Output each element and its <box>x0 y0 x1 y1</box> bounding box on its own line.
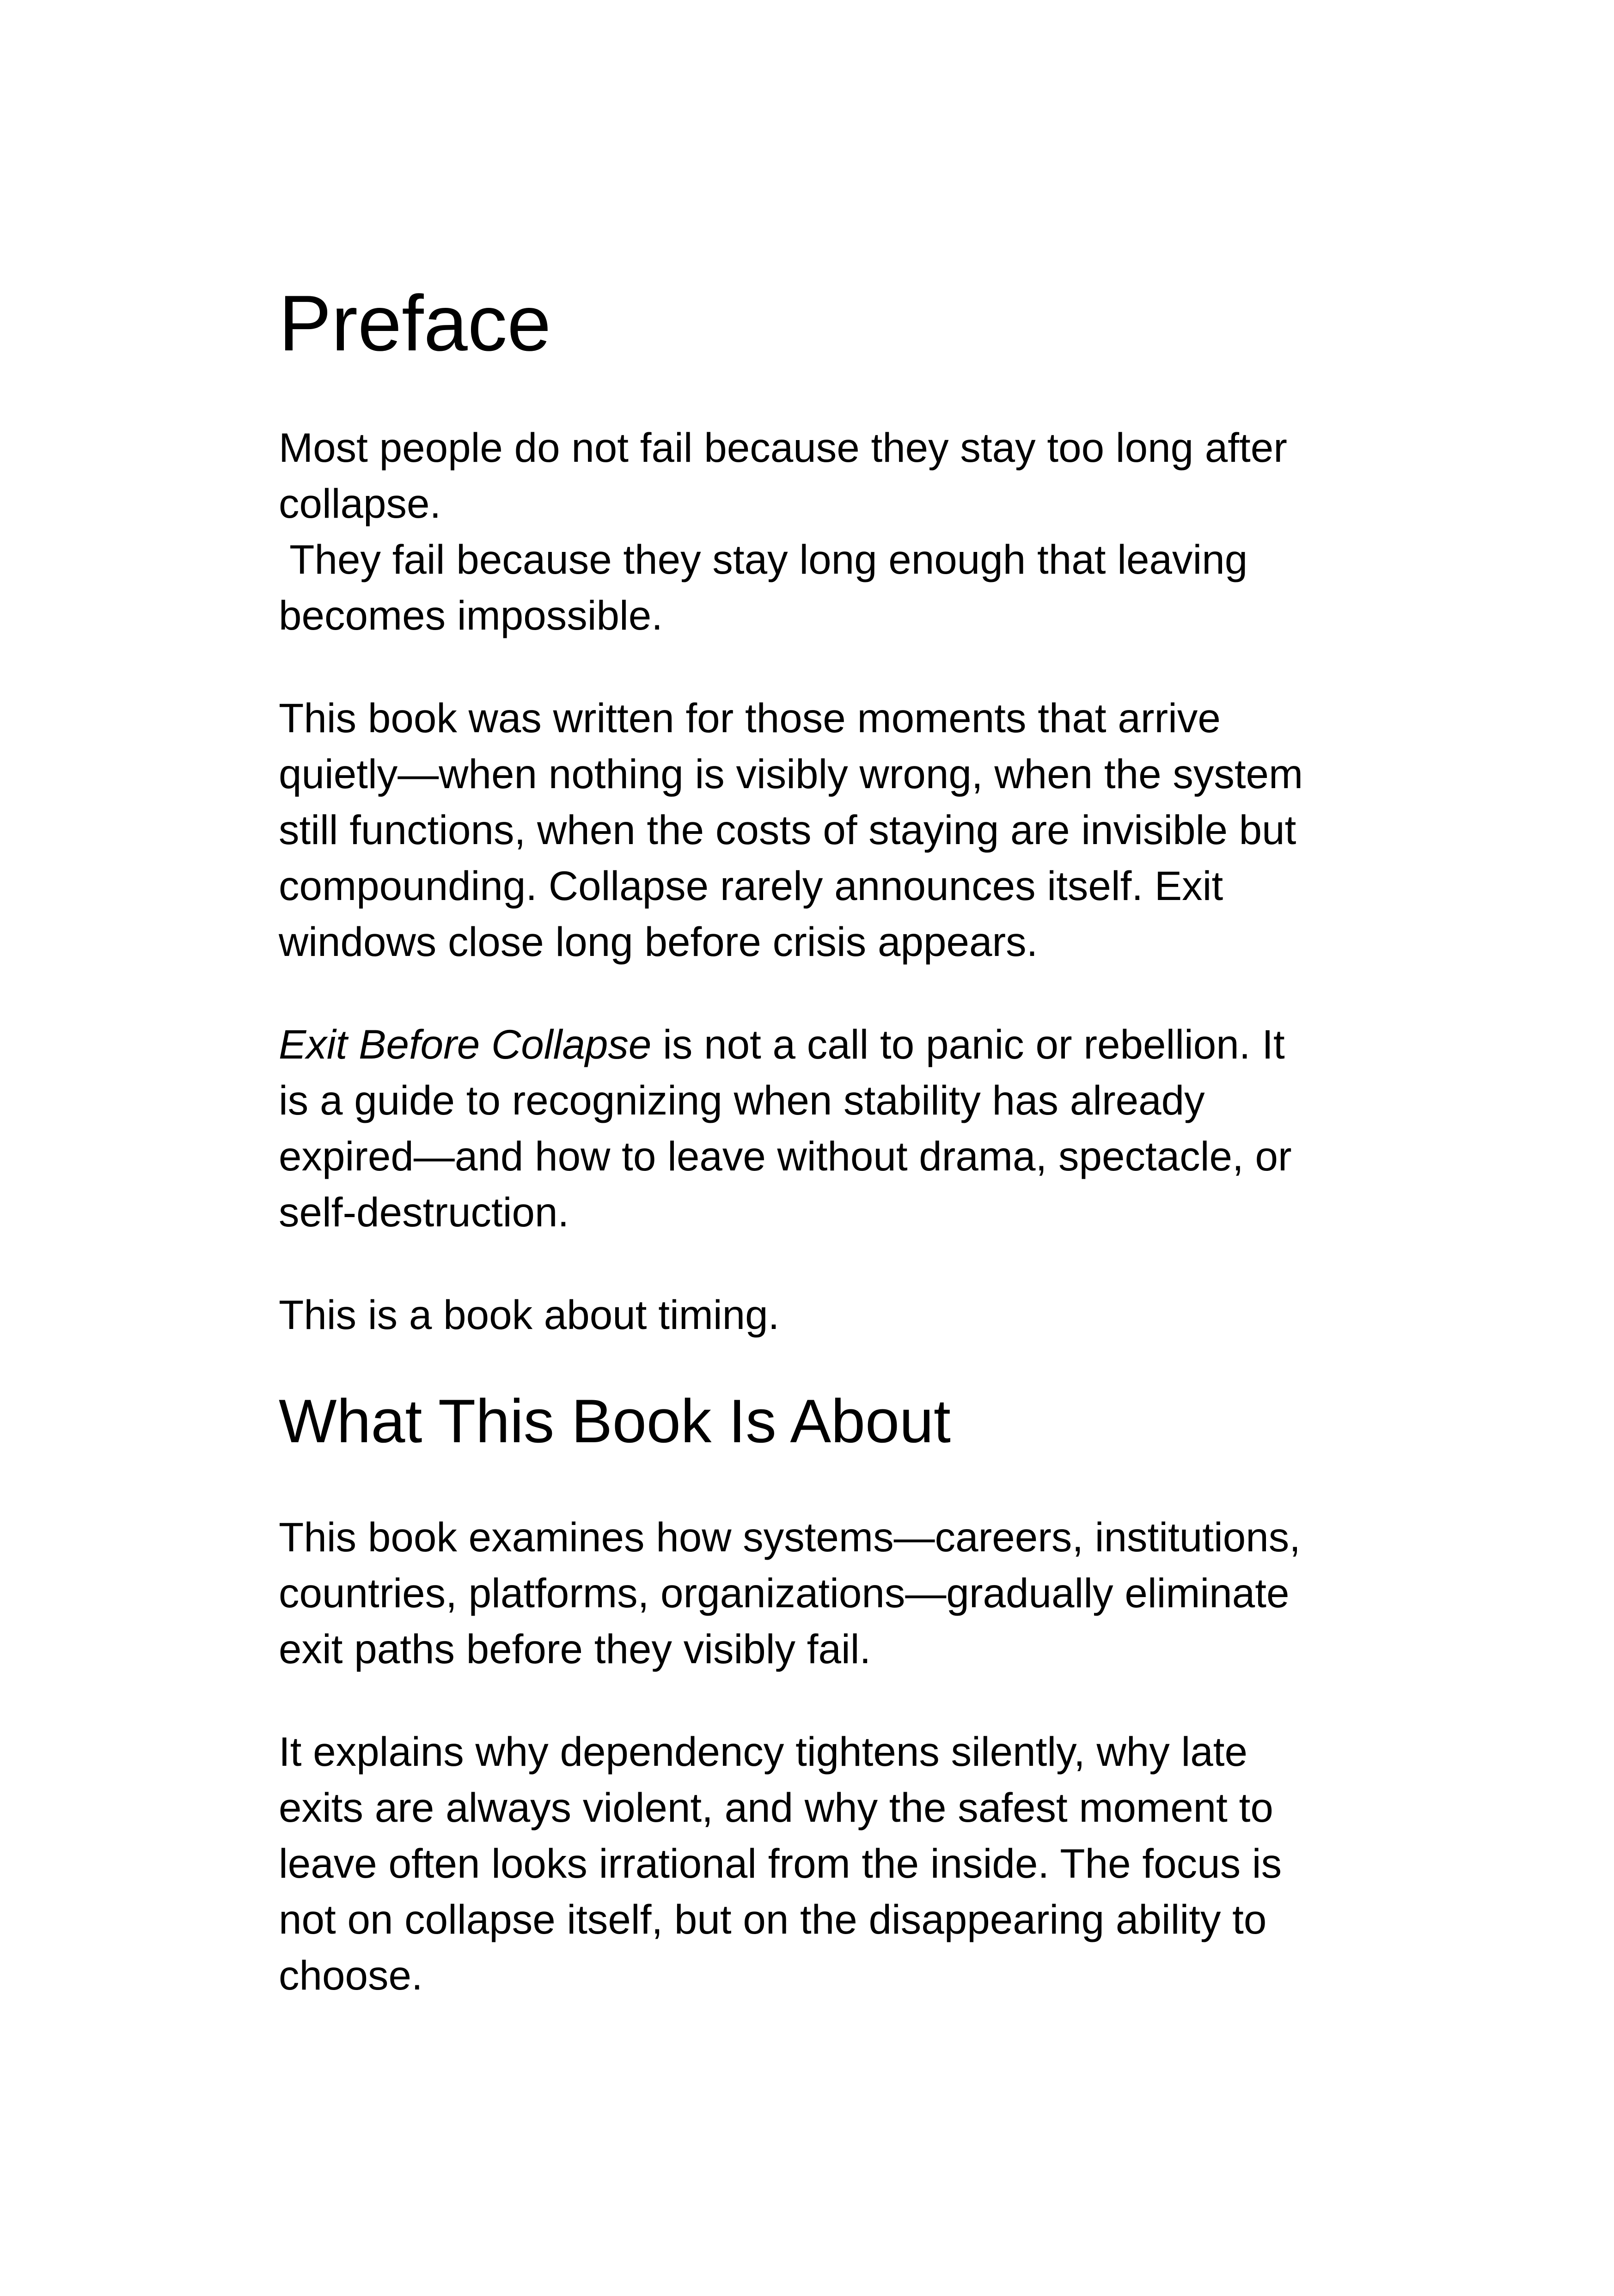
text-line: They fail because they stay long enough that leaving <box>279 536 1248 582</box>
text-line: is a guide to recognizing when stability has already <box>279 1077 1205 1123</box>
text-line: This book was written for those moments that arrive <box>279 695 1221 741</box>
text-line: expired—and how to leave without drama, spectacle, or <box>279 1133 1292 1179</box>
preface-paragraph-2 <box>279 690 1342 970</box>
text-line: exit paths before they visibly fail. <box>279 1626 871 1672</box>
text-line: still functions, when the costs of staying are invisible but <box>279 807 1296 853</box>
preface-title: Preface <box>279 279 551 367</box>
text-line: exits are always violent, and why the safest moment to <box>279 1784 1273 1831</box>
text-line <box>279 1016 1342 1072</box>
text-line: This is a book about timing. <box>279 1292 780 1338</box>
page-content <box>279 273 1342 2003</box>
text-line: It explains why dependency tightens silently, why late <box>279 1728 1247 1775</box>
text-line: self-destruction. <box>279 1189 569 1235</box>
text-line: This book examines how systems—careers, institutions, <box>279 1514 1301 1560</box>
about-paragraph-1 <box>279 1509 1342 1677</box>
text-line: becomes impossible. <box>279 592 663 638</box>
about-paragraph-2 <box>279 1724 1342 2003</box>
text-line: windows close long before crisis appears. <box>279 918 1038 965</box>
text-line: leave often looks irrational from the inside. The focus is <box>279 1840 1282 1886</box>
text-span: is not a call to panic or rebellion. It <box>651 1021 1285 1067</box>
text-line: compounding. Collapse rarely announces itself. Exit <box>279 863 1223 909</box>
preface-paragraph-3 <box>279 1016 1342 1240</box>
book-title-italic: Exit Before Collapse <box>279 1021 652 1067</box>
text-line: collapse. <box>279 480 441 527</box>
text-line: not on collapse itself, but on the disappearing ability to <box>279 1896 1267 1942</box>
text-line: quietly—when nothing is visibly wrong, when the system <box>279 751 1303 797</box>
text-line: countries, platforms, organizations—gradually eliminate <box>279 1570 1290 1616</box>
section-heading: What This Book Is About <box>279 1387 951 1456</box>
text-line: choose. <box>279 1952 423 1998</box>
preface-paragraph-4 <box>279 1287 1342 1343</box>
text-line: Most people do not fail because they stay too long after <box>279 424 1287 471</box>
preface-paragraph-1 <box>279 420 1342 643</box>
